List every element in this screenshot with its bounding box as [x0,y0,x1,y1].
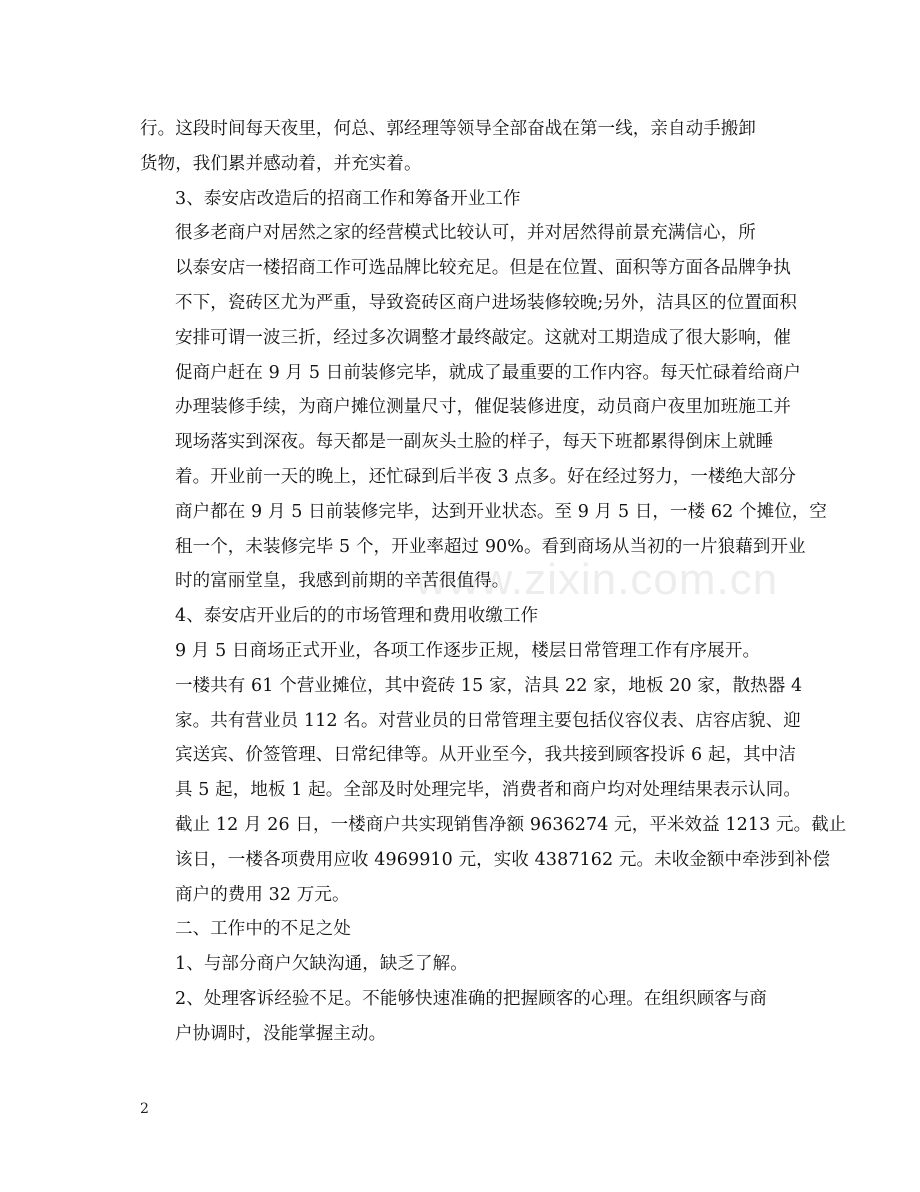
text-line: 货物，我们累并感动着，并充实着。 [140,153,422,174]
paragraph [140,947,782,982]
paragraph [140,982,782,1052]
page-number: 2 [140,1101,149,1117]
text-line: 很多老商户对居然之家的经营模式比较认可，并对居然得前景充满信心，所 [175,223,756,244]
paragraph [140,599,782,634]
text-line: 促商户赶在 9 月 5 日前装修完毕，就成了最重要的工作内容。每天忙碌着给商户 [175,362,801,383]
text-line: 该日，一楼各项费用应收 4969910 元，实收 4387162 元。未收金额中牵涉到补偿 [175,849,831,870]
text-line: 以泰安店一楼招商工作可选品牌比较充足。但是在位置、面积等方面各品牌争执 [175,258,791,279]
text-line: 3、泰安店改造后的招商工作和筹备开业工作 [175,188,521,209]
text-line: 二、工作中的不足之处 [175,919,351,940]
paragraph [140,216,828,599]
text-line: 行。这段时间每天夜里，何总、郭经理等领导全部奋战在第一线，亲自动手搬卸 [140,119,756,139]
text-line: 商户的费用 32 万元。 [175,884,350,905]
text-line: 户协调时，没能掌握主动。 [175,1023,387,1044]
text-line: 安排可谓一波三折，经过多次调整才最终敲定。这就对工期造成了很大影响，催 [175,327,791,348]
text-line: 截止 12 月 26 日，一楼商户共实现销售净额 9636274 元，平米效益 1213 元。截止 [175,814,847,835]
text-line: 1、与部分商户欠缺沟通，缺乏了解。 [175,954,468,975]
text-line: 家。共有营业员 112 名。对营业员的日常管理主要包括仪容仪表、店容店貌、迎 [175,710,801,731]
document-body [140,112,847,1052]
text-line: 2、处理客诉经验不足。不能够快速准确的把握顾客的心理。在组织顾客与商 [175,988,768,1009]
paragraph [140,912,782,947]
text-line: 具 5 起，地板 1 起。全部及时处理完毕，消费者和商户均对处理结果表示认同。 [175,780,801,801]
paragraph [140,634,847,912]
text-line: 现场落实到深夜。每天都是一副灰头土脸的样子，每天下班都累得倒床上就睡 [175,432,774,453]
text-line: 9 月 5 日商场正式开业，各项工作逐步正规，楼层日常管理工作有序展开。 [175,640,761,661]
paragraph [140,112,782,182]
text-line: 办理装修手续，为商户摊位测量尺寸，催促装修进度，动员商户夜里加班施工并 [175,397,791,418]
text-line: 不下，瓷砖区尤为严重，导致瓷砖区商户进场装修较晚;另外，洁具区的位置面积 [175,292,797,313]
watermark: www.zixin.com.cn [415,555,779,604]
paragraph [140,182,782,217]
text-line: 宾送宾、价签管理、日常纪律等。从开业至今，我共接到顾客投诉 6 起，其中洁 [175,745,796,766]
text-line: 时的富丽堂皇，我感到前期的辛苦很值得。 [175,571,510,592]
text-line: 4、泰安店开业后的的市场管理和费用收缴工作 [175,606,539,627]
text-line: 租一个，未装修完毕 5 个，开业率超过 90%。看到商场从当初的一片狼藉到开业 [175,536,806,557]
text-line: 一楼共有 61 个营业摊位，其中瓷砖 15 家，洁具 22 家，地板 20 家，散热器 4 [175,675,803,696]
text-line: 商户都在 9 月 5 日前装修完毕，达到开业状态。至 9 月 5 日，一楼 62 个摊位，空 [175,501,828,522]
text-line: 着。开业前一天的晚上，还忙碌到后半夜 3 点多。好在经过努力，一楼绝大部分 [175,466,796,487]
